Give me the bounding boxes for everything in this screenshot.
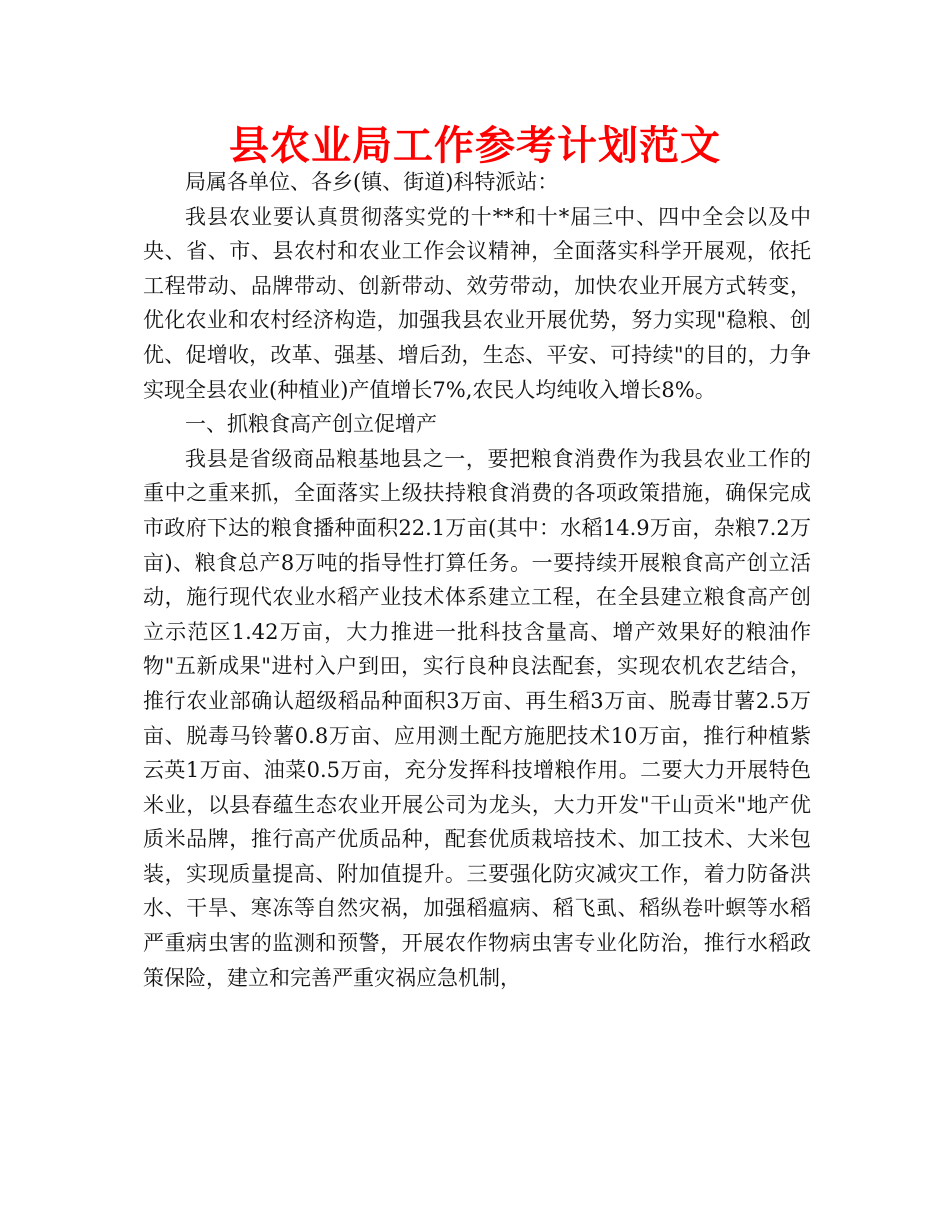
salutation: 局属各单位、各乡(镇、街道)科特派站： (185, 170, 559, 194)
paragraph-intro: 我县农业要认真贯彻落实党的十**和十*届三中、四中全会以及中央、省、市、县农村和农业工作会议精神，全面落实科学开展观，依托工程带动、品牌带动、创新带动、效劳带动，加快农业开展方式转变，优化农业和农村经济构造，加强我县农业开展优势，努力实现"稳粮、创优、促增收，改革、强基、增后劲，生态、平安、可持续"的目的，力争实现全县农业(种植业)产值增长7%,农民人均纯收入增长8%。 (143, 204, 811, 402)
document-body (143, 165, 811, 995)
section-heading-1: 一、抓粮食高产创立促增产 (185, 412, 437, 437)
paragraph-section-1: 我县是省级商品粮基地县之一，要把粮食消费作为我县农业工作的重中之重来抓，全面落实上级扶持粮食消费的各项政策措施，确保完成市政府下达的粮食播种面积22.1万亩(其中：水稻14.9万亩，杂粮7.2万亩)、粮食总产8万吨的指导性打算任务。一要持续开展粮食高产创立活动，施行现代农业水稻产业技术体系建立工程，在全县建立粮食高产创立示范区1.42万亩，大力推进一批科技含量高、增产效果好的粮油作物"五新成果"进村入户到田，实行良种良法配套，实现农机农艺结合，推行农业部确认超级稻品种面积3万亩、再生稻3万亩、脱毒甘薯2.5万亩、脱毒马铃薯0.8万亩、应用测土配方施肥技术10万亩，推行种植紫云英1万亩、油菜0.5万亩，充分发挥科技增粮作用。二要大力开展特色米业，以县春蕴生态农业开展公司为龙头，大力开发"干山贡米"地产优质米品牌，推行高产优质品种，配套优质栽培技术、加工技术、大米包装，实现质量提高、附加值提升。三要强化防灾减灾工作，着力防备洪水、干旱、寒冻等自然灾祸，加强稻瘟病、稻飞虱、稻纵卷叶螟等水稻严重病虫害的监测和预警，开展农作物病虫害专业化防治，推行水稻政策保险，建立和完善严重灾祸应急机制， (143, 446, 811, 990)
document-title: 县农业局工作参考计划范文 (229, 123, 721, 169)
